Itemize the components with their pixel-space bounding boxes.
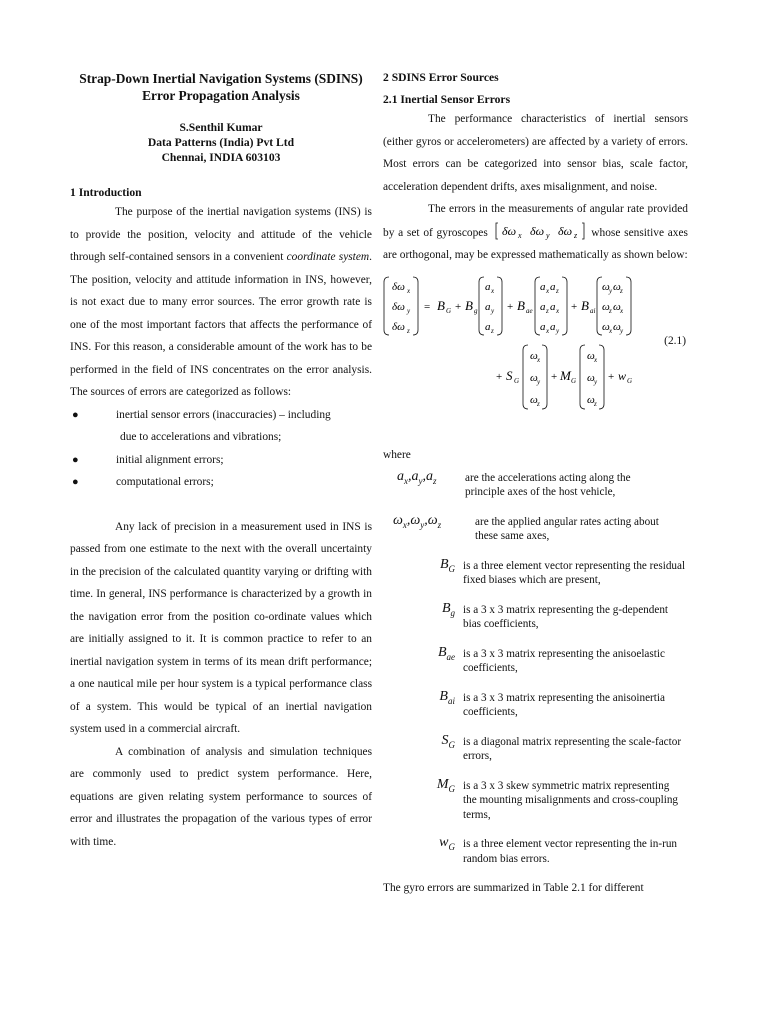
svg-text:ω: ω xyxy=(602,280,610,293)
errors-paragraph-1: The performance characteristics of inertial sensors (either gyros or accelerometers) are affected by a variety of errors. Most errors can be categorized into sensor bias, scale factor, acceleration dependent drifts, axes misalignment, and noise. xyxy=(383,113,688,193)
svg-text:a: a xyxy=(485,300,491,313)
svg-text:w: w xyxy=(618,368,627,383)
svg-text:ω: ω xyxy=(613,300,621,313)
author-name: S.Senthil Kumar xyxy=(179,121,263,134)
svg-text:=: = xyxy=(424,300,431,313)
left-column xyxy=(70,70,372,853)
svg-text:y: y xyxy=(620,326,624,335)
svg-text:δω: δω xyxy=(392,320,405,333)
svg-text:a: a xyxy=(540,280,546,293)
subsection-heading-inertial-sensor-errors: 2.1 Inertial Sensor Errors xyxy=(383,93,511,106)
symbol-bai: $B_{ai}$ xyxy=(439,688,455,706)
svg-text:a: a xyxy=(540,320,546,333)
svg-text:+: + xyxy=(507,300,514,313)
svg-text:y: y xyxy=(609,286,613,295)
svg-text:z: z xyxy=(594,399,597,408)
svg-text:z: z xyxy=(407,326,410,335)
svg-text:a: a xyxy=(485,280,491,293)
svg-text:x: x xyxy=(517,230,522,240)
svg-text:δω: δω xyxy=(392,280,405,293)
svg-text:B: B xyxy=(437,297,445,313)
svg-text:y: y xyxy=(407,306,411,315)
definition-item: $M_G$ is a 3 x 3 skew symmetric matrix representing the mounting misalignments and cross-coupling terms, xyxy=(383,777,688,823)
intro-paragraph-2: Any lack of precision in a measurement used in INS is passed from one estimate to the next with the overall uncertainty in the precision of the calculated quantity varying or drifting with time. In general, INS performance is characterized by a growth in the navigation error from the position co-ordinate values which are initially assigned to it. It is common practice to refer to an inertial navigation system in terms of its mean drift performance; a one nautical mile per hour system is a typical performance class of a system. This would be typical of an inertial navigation system used in a commercial aircraft. xyxy=(70,520,372,735)
svg-text:z: z xyxy=(573,230,577,240)
svg-text:ω: ω xyxy=(613,280,621,293)
equation-number: (2.1) xyxy=(664,334,686,347)
svg-text:B: B xyxy=(517,297,525,313)
svg-text:G: G xyxy=(627,376,633,385)
svg-text:x: x xyxy=(594,355,598,364)
svg-text:S: S xyxy=(506,367,513,383)
svg-text:G: G xyxy=(571,376,577,385)
svg-text:y: y xyxy=(545,230,550,240)
svg-text:x: x xyxy=(546,326,550,335)
equation-2-1 xyxy=(383,273,688,423)
svg-text:ω: ω xyxy=(613,320,621,333)
definition-item: $B_{ai}$ is a 3 x 3 matrix representing the anisoinertia coefficients, xyxy=(383,689,688,720)
svg-text:a: a xyxy=(550,300,556,313)
definition-item: $B_g$ is a 3 x 3 matrix representing the g-dependent bias coefficients, xyxy=(383,601,688,632)
author-block xyxy=(70,120,372,165)
svg-text:+: + xyxy=(571,300,578,313)
intro-paragraph-3: A combination of analysis and simulation techniques are commonly used to predict system performance. Here, equations are given relating system performance to sources of error and illustrates the propagation of the various types of error with time. xyxy=(70,745,372,848)
svg-text:G: G xyxy=(446,306,452,315)
gyro-rate-vector-icon xyxy=(492,221,588,241)
bullet-icon: ● xyxy=(72,453,79,466)
author-affiliation: Data Patterns (India) Pvt Ltd xyxy=(147,136,295,149)
svg-text:+: + xyxy=(608,370,615,383)
svg-text:+: + xyxy=(551,370,558,383)
svg-text:M: M xyxy=(560,367,571,383)
bullet-icon: ● xyxy=(72,408,79,421)
svg-text:δω: δω xyxy=(529,223,544,238)
svg-text:x: x xyxy=(609,326,613,335)
svg-text:ω: ω xyxy=(587,349,595,362)
svg-text:ω: ω xyxy=(587,393,595,406)
gyro-error-equation xyxy=(383,273,653,423)
svg-text:y: y xyxy=(594,377,598,386)
list-item: ● inertial sensor errors (inaccuracies) – including due to accelerations and vibrations; xyxy=(70,404,372,449)
svg-text:a: a xyxy=(550,280,556,293)
svg-text:g: g xyxy=(474,306,478,315)
svg-text:ω: ω xyxy=(587,371,595,384)
definition-item: $w_G$ is a three element vector representing the in-run random bias errors. xyxy=(383,835,688,866)
errors-paragraph-2: The errors in the measurements of angular rate provided by a set of gyroscopes δω x δω y δω z whose sensitive axes are orthogonal, may be expressed mathematically as shown below: xyxy=(383,203,688,261)
svg-text:+: + xyxy=(455,300,462,313)
svg-text:B: B xyxy=(581,297,589,313)
svg-text:ai: ai xyxy=(590,306,596,315)
svg-text:y: y xyxy=(491,306,495,315)
svg-text:B: B xyxy=(465,297,473,313)
section-heading-introduction: 1 Introduction xyxy=(70,186,142,199)
svg-text:+: + xyxy=(496,370,503,383)
svg-text:z: z xyxy=(537,399,540,408)
bullet-icon: ● xyxy=(72,476,79,488)
definition-item: $a_x,a_y,a_z$ are the accelerations acting along the principle axes of the host vehicle, xyxy=(383,469,688,500)
svg-text:ω: ω xyxy=(530,371,538,384)
symbol-accelerations: $a_x,a_y,a_z$ xyxy=(397,468,437,486)
svg-text:δω: δω xyxy=(392,300,405,313)
svg-text:ω: ω xyxy=(602,320,610,333)
svg-text:x: x xyxy=(537,355,541,364)
definition-item: $\omega_x,\omega_y,\omega_z$ are the applied angular rates acting about these same axes, xyxy=(383,513,688,544)
closing-line: The gyro errors are summarized in Table 2.1 for different xyxy=(383,882,644,894)
svg-text:δω: δω xyxy=(557,223,572,238)
author-location: Chennai, INDIA 603103 xyxy=(161,151,281,164)
definition-item: $B_{ae}$ is a 3 x 3 matrix representing the anisoelastic coefficients, xyxy=(383,645,688,676)
svg-text:ae: ae xyxy=(526,306,533,315)
svg-text:ω: ω xyxy=(602,300,610,313)
svg-text:a: a xyxy=(540,300,546,313)
svg-text:y: y xyxy=(537,377,541,386)
svg-text:z: z xyxy=(609,306,612,315)
where-label: where xyxy=(383,448,411,461)
svg-text:x: x xyxy=(491,286,495,295)
symbol-definitions xyxy=(383,469,688,867)
svg-text:z: z xyxy=(620,286,623,295)
definition-item: $S_G$ is a diagonal matrix representing the scale-factor errors, xyxy=(383,733,688,764)
right-column xyxy=(383,70,688,897)
list-item: ● initial alignment errors; xyxy=(70,449,372,472)
symbol-bg-g-dependent: $B_g$ xyxy=(441,600,455,618)
list-item: ● computational errors; xyxy=(70,471,372,494)
svg-text:y: y xyxy=(556,326,560,335)
svg-text:a: a xyxy=(485,320,491,333)
paper-title: Strap-Down Inertial Navigation Systems (SDINS) Error Propagation Analysis xyxy=(79,71,363,103)
definition-item: $B_G$ is a three element vector representing the residual fixed biases which are present, xyxy=(383,557,688,588)
svg-text:z: z xyxy=(546,306,549,315)
svg-text:z: z xyxy=(556,286,559,295)
svg-text:G: G xyxy=(514,376,520,385)
svg-text:x: x xyxy=(407,286,411,295)
svg-text:δω: δω xyxy=(501,223,516,238)
symbol-angular-rates: $\omega_x,\omega_y,\omega_z$ xyxy=(393,512,442,530)
svg-text:x: x xyxy=(620,306,624,315)
intro-paragraph-1: The purpose of the inertial navigation systems (INS) is to provide the position, velocity and attitude of the vehicle through self-contained sensors in a convenient coordinate system. The position, velocity and attitude information in INS, however, is not exact due to many error sources. The error growth rate is one of the most important factors that affects the performance of INS. For this reason, a considerable amount of the work has to be performed in the field of INS concentrates on the error analysis. The sources of errors are categorized as follows: xyxy=(70,206,372,398)
svg-text:ω: ω xyxy=(530,349,538,362)
svg-text:x: x xyxy=(546,286,550,295)
section-heading-error-sources: 2 SDINS Error Sources xyxy=(383,71,499,84)
symbol-bae: $B_{ae}$ xyxy=(437,644,455,662)
symbol-mg: $M_G$ xyxy=(436,776,455,794)
svg-text:z: z xyxy=(491,326,494,335)
svg-text:a: a xyxy=(550,320,556,333)
error-source-list xyxy=(70,404,372,494)
symbol-sg: $S_G$ xyxy=(441,732,455,750)
symbol-wg: $w_G$ xyxy=(439,835,455,852)
svg-text:ω: ω xyxy=(530,393,538,406)
symbol-bg-fixed-bias: $B_G$ xyxy=(439,556,455,574)
svg-text:x: x xyxy=(556,306,560,315)
